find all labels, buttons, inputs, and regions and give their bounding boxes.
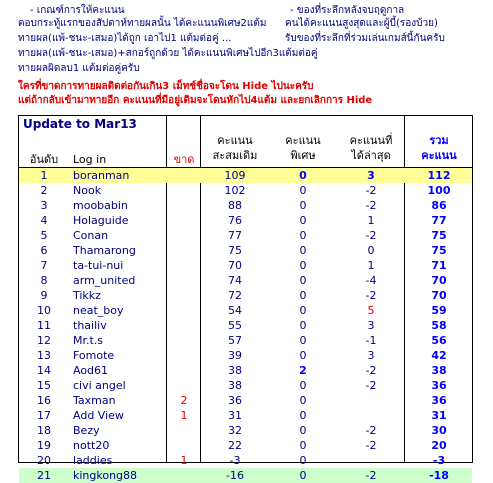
total-cell: 71: [431, 259, 447, 272]
total-cell: 86: [431, 199, 447, 212]
total-cell: 56: [431, 334, 447, 347]
bonus-cell: 0: [299, 424, 307, 437]
rank-cell: 9: [40, 289, 48, 302]
bonus-cell: 0: [299, 274, 307, 287]
login-cell: ta-tui-nui: [73, 259, 124, 272]
missed-cell: [167, 288, 201, 303]
total-cell: 100: [427, 184, 451, 197]
table-row: [19, 213, 472, 228]
table-row: [19, 453, 472, 468]
header-total-line2: คะแนน: [421, 149, 457, 162]
table-row: [19, 363, 472, 378]
accumulated-cell: 22: [228, 439, 242, 452]
accumulated-cell: 31: [228, 409, 242, 422]
latest-cell: -2: [365, 439, 377, 452]
accumulated-cell: 72: [228, 289, 242, 302]
latest-cell: -2: [365, 229, 377, 242]
latest-cell: 5: [367, 304, 375, 317]
prize-line-2: รับของที่ระลึกที่ร่วมเล่นเกมส์นี้กันครับ: [285, 33, 445, 44]
bonus-cell: 0: [299, 244, 307, 257]
login-cell: thailiv: [73, 319, 107, 332]
missed-cell: 2: [180, 394, 188, 407]
total-cell: 58: [431, 319, 447, 332]
login-cell: Nook: [73, 184, 102, 197]
total-cell: 70: [431, 274, 447, 287]
login-cell: civi angel: [73, 379, 126, 392]
total-cell: 31: [431, 409, 447, 422]
rank-cell: 5: [40, 229, 48, 242]
total-cell: 77: [431, 214, 447, 227]
login-cell: Mr.t.s: [73, 334, 104, 347]
rank-cell: 3: [40, 199, 48, 212]
table-row: [19, 408, 472, 423]
accumulated-cell: 32: [228, 424, 242, 437]
missed-cell: [167, 438, 201, 453]
table-row: [19, 333, 472, 348]
table-row: [19, 468, 472, 483]
table-row: [19, 168, 472, 183]
accumulated-cell: 36: [228, 394, 242, 407]
rank-cell: 13: [37, 349, 51, 362]
rank-cell: 4: [40, 214, 48, 227]
latest-cell: -2: [365, 184, 377, 197]
bonus-cell: 0: [299, 214, 307, 227]
total-cell: 112: [427, 169, 451, 182]
missed-cell: [167, 468, 201, 483]
bonus-cell: 0: [299, 169, 307, 182]
missed-cell: [167, 423, 201, 438]
rule-line-1: ตอบกระทู้แรกของสัปดาห์ทายผลนั้น ได้คะแนนพิเศษ2แต้ม: [18, 18, 267, 29]
missed-cell: [167, 363, 201, 378]
missed-cell: [167, 213, 201, 228]
rank-cell: 12: [37, 334, 51, 347]
missed-cell: [167, 258, 201, 273]
login-cell: Fomote: [73, 349, 115, 362]
latest-cell: [337, 393, 405, 408]
accumulated-cell: 74: [228, 274, 242, 287]
accumulated-cell: 75: [228, 244, 242, 257]
bonus-cell: 0: [299, 469, 307, 482]
rank-cell: 15: [37, 379, 51, 392]
rule-line-4: ทายผลผิดลบ1 แต้มต่อคู่ครับ: [18, 63, 140, 74]
rank-cell: 20: [37, 454, 51, 467]
accumulated-cell: 55: [228, 319, 242, 332]
total-cell: 36: [431, 379, 447, 392]
accumulated-cell: 102: [224, 184, 246, 197]
bonus-cell: 0: [299, 349, 307, 362]
bonus-cell: 0: [299, 289, 307, 302]
rank-cell: 16: [37, 394, 51, 407]
login-cell: kingkong88: [73, 469, 138, 482]
header-bonus-line2: พิเศษ: [290, 149, 316, 162]
table-row: [19, 393, 472, 408]
login-cell: Taxman: [73, 394, 116, 407]
login-cell: boranman: [73, 169, 130, 182]
missed-cell: [167, 198, 201, 213]
table-row: [19, 258, 472, 273]
latest-cell: -2: [365, 469, 377, 482]
table-row: [19, 183, 472, 198]
rank-cell: 14: [37, 364, 51, 377]
missed-cell: [167, 378, 201, 393]
latest-cell: 1: [367, 259, 375, 272]
login-cell: neat_boy: [73, 304, 124, 317]
login-cell: nott20: [73, 439, 110, 452]
accumulated-cell: 70: [228, 259, 242, 272]
missed-cell: [167, 183, 201, 198]
accumulated-cell: -3: [229, 454, 241, 467]
missed-cell: [167, 243, 201, 258]
rule-line-2: ทายผล(แพ้-ชนะ-เสมอ)ได้ถูก เอาไป1 แต้มต่อคู่ ...: [18, 33, 232, 44]
rule-line-3: ทายผล(แพ้-ชนะ-เสมอ)+สกอร์ถูกด้วย ได้คะแนนพิเศษไปอีก3แต้มต่อคู่: [18, 48, 318, 59]
rank-cell: 7: [40, 259, 48, 272]
missed-cell: 1: [180, 454, 188, 467]
prize-heading: - ของที่ระลึกหลังจบฤดูกาล: [290, 5, 405, 16]
rank-cell: 21: [37, 469, 51, 482]
accumulated-cell: 109: [224, 169, 246, 182]
missed-cell: [167, 333, 201, 348]
table-row: [19, 288, 472, 303]
accumulated-cell: 57: [228, 334, 242, 347]
total-cell: -18: [429, 469, 449, 482]
header-login: Log in: [73, 153, 107, 166]
accumulated-cell: 39: [228, 349, 242, 362]
rank-cell: 11: [37, 319, 51, 332]
latest-cell: 1: [367, 214, 375, 227]
header-latest-line2: ได้ล่าสุด: [351, 149, 391, 162]
rank-cell: 10: [37, 304, 51, 317]
header-total-line1: รวม: [429, 134, 449, 147]
missed-cell: [167, 168, 201, 183]
bonus-cell: 0: [299, 379, 307, 392]
login-cell: Bezy: [73, 424, 100, 437]
table-row: [19, 273, 472, 288]
missed-cell: [167, 228, 201, 243]
header-latest-line1: คะแนนที่: [349, 134, 393, 147]
bonus-cell: 0: [299, 409, 307, 422]
accumulated-cell: -16: [226, 469, 244, 482]
total-cell: 42: [431, 349, 447, 362]
accumulated-cell: 88: [228, 199, 242, 212]
total-cell: 59: [431, 304, 447, 317]
bonus-cell: 0: [299, 199, 307, 212]
login-cell: Thamarong: [73, 244, 136, 257]
table-row: [19, 378, 472, 393]
prize-line-1: คนได้คะแนนสูงสุดและผู้บี้(รองบ้วย): [285, 18, 438, 29]
total-cell: 20: [431, 439, 447, 452]
table-row: [19, 198, 472, 213]
missed-cell: 1: [180, 409, 188, 422]
header-accumulated-line1: คะแนน: [217, 134, 253, 147]
bonus-cell: 0: [299, 319, 307, 332]
rank-cell: 8: [40, 274, 48, 287]
table-row: [19, 423, 472, 438]
total-cell: 36: [431, 394, 447, 407]
rank-cell: 1: [40, 169, 48, 182]
bonus-cell: 2: [299, 364, 307, 377]
login-cell: Aod61: [73, 364, 109, 377]
latest-cell: 3: [367, 169, 375, 182]
header-missed: ขาด: [173, 153, 195, 166]
accumulated-cell: 38: [228, 379, 242, 392]
latest-cell: -2: [365, 364, 377, 377]
latest-cell: 3: [367, 319, 375, 332]
bonus-cell: 0: [299, 259, 307, 272]
missed-cell: [167, 273, 201, 288]
header-bonus-line1: คะแนน: [285, 134, 321, 147]
header-rank: อันดับ: [29, 153, 59, 166]
latest-cell: -2: [365, 289, 377, 302]
missed-cell: [167, 318, 201, 333]
header-accumulated-line2: สะสมเดิม: [212, 149, 258, 162]
latest-cell: 3: [367, 349, 375, 362]
rank-cell: 6: [40, 244, 48, 257]
bonus-cell: 0: [299, 394, 307, 407]
accumulated-cell: 54: [228, 304, 242, 317]
table-row: [19, 438, 472, 453]
table-row: [19, 318, 472, 333]
login-cell: Conan: [73, 229, 109, 242]
login-cell: Holaguide: [73, 214, 129, 227]
warning-line-2: แต่ถ้ากลับเข้ามาทายอีก คะแนนที่มีอยู่เดิมจะโดนหักไป4แต้ม และยกเลิกการ Hide: [18, 95, 373, 106]
total-cell: 30: [431, 424, 447, 437]
total-cell: -3: [432, 454, 446, 467]
login-cell: Add View: [73, 409, 124, 422]
missed-cell: [167, 303, 201, 318]
bonus-cell: 0: [299, 439, 307, 452]
total-cell: 38: [431, 364, 447, 377]
login-cell: Tikkz: [73, 289, 101, 302]
latest-cell: -1: [365, 334, 377, 347]
total-cell: 75: [431, 229, 447, 242]
table-row: [19, 303, 472, 318]
total-cell: 75: [431, 244, 447, 257]
bonus-cell: 0: [299, 184, 307, 197]
bonus-cell: 0: [299, 454, 307, 467]
latest-cell: -2: [365, 424, 377, 437]
total-cell: 70: [431, 289, 447, 302]
criteria-heading: - เกณฑ์การให้คะแนน: [30, 5, 125, 16]
latest-cell: [337, 453, 405, 468]
table-row: [19, 348, 472, 363]
missed-cell: [167, 348, 201, 363]
latest-cell: [337, 408, 405, 423]
login-cell: moobabin: [73, 199, 128, 212]
bonus-cell: 0: [299, 334, 307, 347]
latest-cell: -2: [365, 199, 377, 212]
accumulated-cell: 38: [228, 364, 242, 377]
rank-cell: 18: [37, 424, 51, 437]
standings-table: [18, 115, 473, 482]
login-cell: arm_united: [73, 274, 136, 287]
table-title: Update to Mar13: [23, 117, 137, 131]
latest-cell: -4: [365, 274, 377, 287]
rank-cell: 17: [37, 409, 51, 422]
login-cell: laddies: [73, 454, 113, 467]
warning-line-1: ใครที่ขาดการทายผลติดต่อกันเกิน3 เม็ทช์ชื่อจะโดน Hide ไปนะครับ: [18, 81, 314, 92]
accumulated-cell: 77: [228, 229, 242, 242]
bonus-cell: 0: [299, 304, 307, 317]
rank-cell: 19: [37, 439, 51, 452]
table-row: [19, 243, 472, 258]
bonus-cell: 0: [299, 229, 307, 242]
latest-cell: 0: [367, 244, 375, 257]
accumulated-cell: 76: [228, 214, 242, 227]
table-row: [19, 228, 472, 243]
rank-cell: 2: [40, 184, 48, 197]
latest-cell: -2: [365, 379, 377, 392]
